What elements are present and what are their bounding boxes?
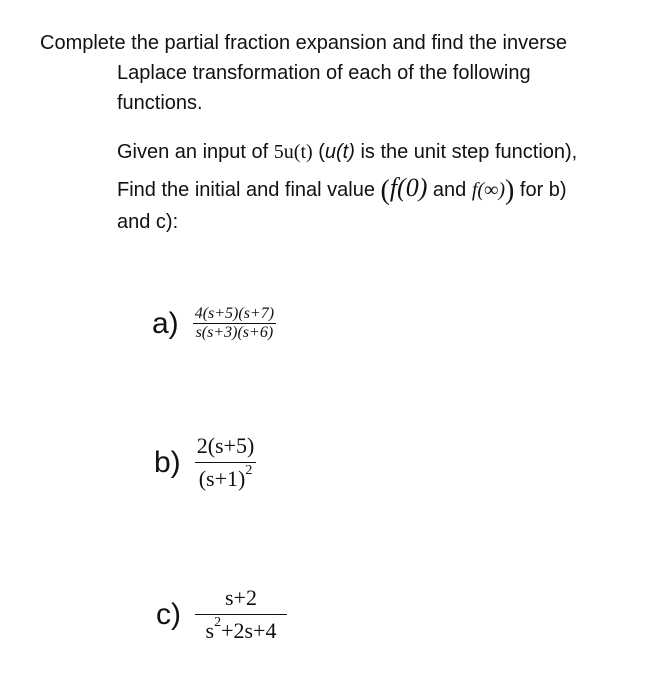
input-expression: 5u(t)	[273, 141, 313, 163]
instruction-line-3: functions.	[117, 92, 203, 114]
problem-a-fraction	[193, 305, 276, 342]
final-value-expr: f(∞)	[471, 179, 505, 201]
problem-c-denominator	[204, 617, 279, 645]
problem-c-denominator-rest: +2s+4	[221, 618, 277, 643]
problem-a-numerator: 4(s+5)(s+7)	[194, 305, 275, 322]
problem-c-label: c)	[156, 597, 181, 631]
problem-b	[154, 432, 256, 493]
problem-b-label: b)	[154, 445, 181, 479]
problem-a-denominator: s(s+3)(s+6)	[195, 324, 274, 341]
given-line-2	[117, 173, 567, 206]
given-paren-open: (	[312, 141, 325, 163]
fraction-bar	[195, 614, 287, 615]
big-close-paren: )	[505, 175, 515, 206]
instruction-line-2: Laplace transformation of each of the following	[117, 62, 531, 84]
given-line-1	[117, 140, 577, 164]
and-word: and	[427, 179, 472, 201]
problem-c-fraction	[195, 584, 287, 645]
problem-b-fraction	[195, 432, 257, 493]
given-line-3: and c):	[117, 211, 179, 233]
big-open-paren: (	[380, 175, 390, 206]
problem-c-denominator-base: s	[205, 618, 215, 643]
given-line2-suffix: for b)	[514, 179, 567, 201]
problem-b-denominator	[197, 465, 255, 493]
problem-c-numerator: s+2	[225, 585, 257, 610]
problem-b-denominator-base: (s+1)	[198, 466, 246, 491]
problem-c-denominator-power: 2	[214, 615, 222, 630]
problem-a-label: a)	[152, 306, 179, 340]
given-line2-prefix: Find the initial and final value	[117, 179, 381, 201]
problem-b-denominator-power: 2	[245, 463, 253, 478]
given-suffix: is the unit step function),	[354, 141, 578, 163]
instruction-line-1: Complete the partial fraction expansion and find the inverse	[40, 32, 567, 54]
given-prefix: Given an input of	[117, 141, 274, 163]
problem-a	[152, 305, 276, 342]
initial-value-expr: f(0)	[389, 173, 428, 202]
problem-b-numerator: 2(s+5)	[196, 433, 255, 458]
problem-c	[156, 584, 287, 645]
unit-step-function: u(t)	[324, 141, 355, 163]
